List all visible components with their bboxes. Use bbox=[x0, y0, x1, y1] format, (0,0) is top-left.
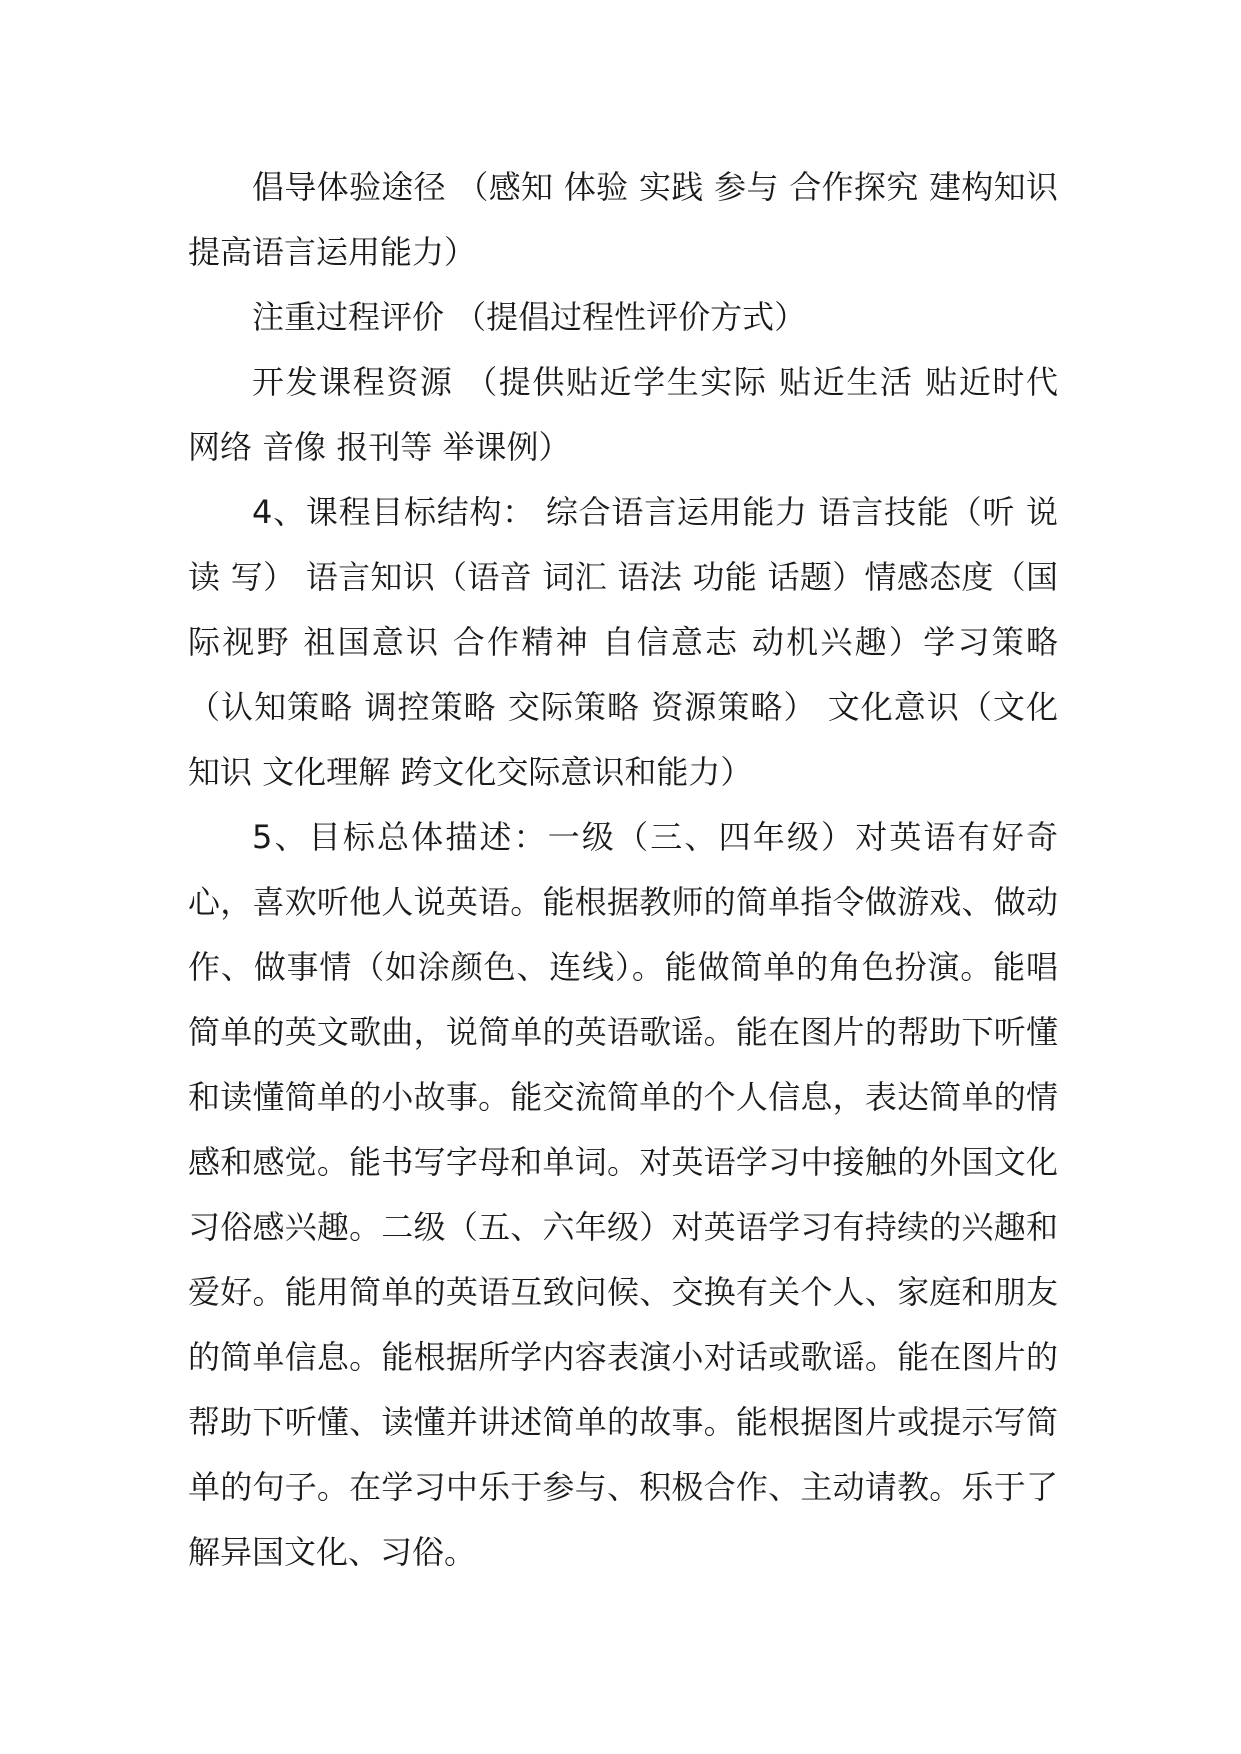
paragraph-process-evaluation: 注重过程评价 （提倡过程性评价方式） bbox=[252, 298, 807, 336]
paragraph-goal-structure: 4、课程目标结构： 综合语言运用能力 语言技能（听 说 读 写） 语言知识（语音 词汇 语法 功能 话题）情感态度（国际视野 祖国意识 合作精神 自信意志 动机兴趣）学习策略（认知策略 调控策略 交际策略 资源策略） 文化意识（文化知识 文化理解 跨文化交际意识和能力） bbox=[188, 493, 1069, 791]
paragraph-goal-description: 5、目标总体描述：一级（三、四年级）对英语有好奇心，喜欢听他人说英语。能根据教师的简单指令做游戏、做动作、做事情（如涂颜色、连线）。能做简单的角色扮演。能唱简单的英文歌曲，说简单的英语歌谣。能在图片的帮助下听懂和读懂简单的小故事。能交流简单的个人信息，表达简单的情感和感觉。能书写字母和单词。对英语学习中接触的外国文化习俗感兴趣。二级（五、六年级）对英语学习有持续的兴趣和爱好。能用简单的英语互致问候、交换有关个人、家庭和朋友的简单信息。能根据所学内容表演小对话或歌谣。能在图片的帮助下听懂、读懂并讲述简单的故事。能根据图片或提示写简单的句子。在学习中乐于参与、积极合作、主动请教。乐于了解异国文化、习俗。 bbox=[188, 818, 1058, 1571]
paragraph-course-resources: 开发课程资源 （提供贴近学生实际 贴近生活 贴近时代 网络 音像 报刊等 举课例） bbox=[188, 363, 1069, 466]
document-body bbox=[188, 155, 1069, 1585]
paragraph-experience-approach: 倡导体验途径 （感知 体验 实践 参与 合作探究 建构知识 提高语言运用能力） bbox=[188, 168, 1069, 271]
